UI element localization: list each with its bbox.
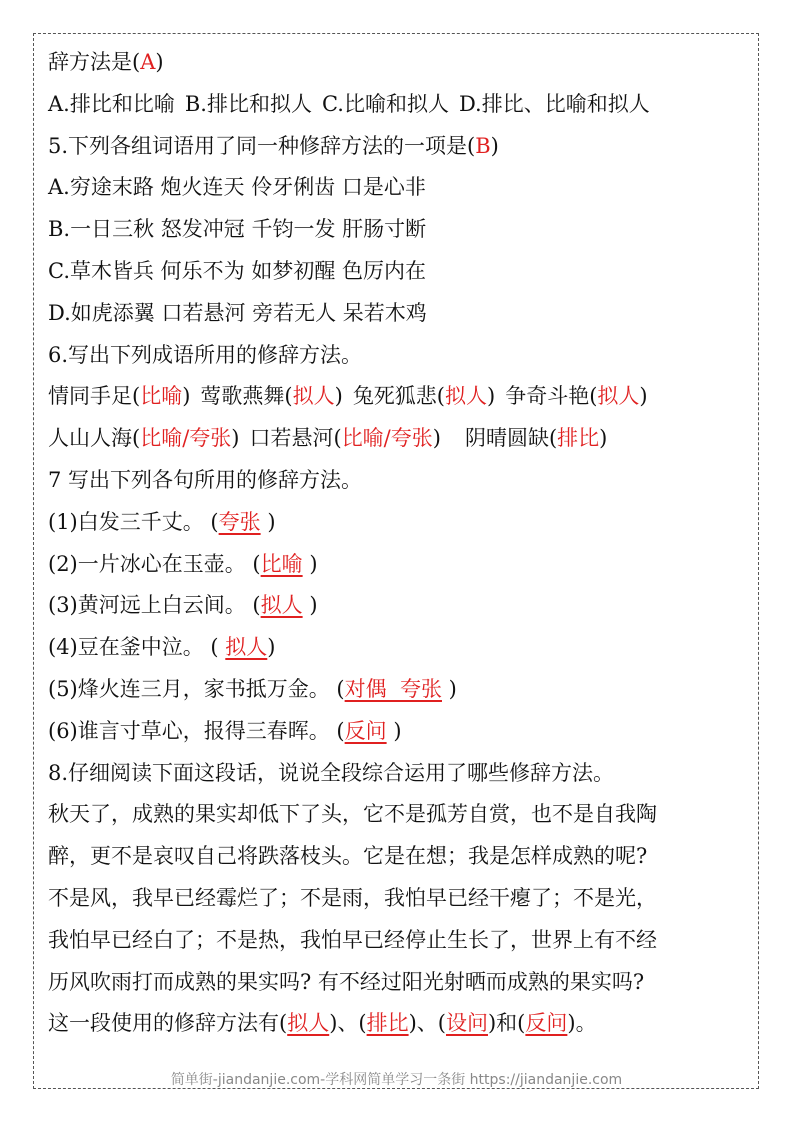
q7-item-6: [48, 711, 748, 753]
q4-tail: [48, 42, 748, 84]
paren-close: ): [309, 593, 318, 618]
idiom-answer: 拟人: [292, 384, 335, 409]
q5-option-d: D.如虎添翼 口若悬河 旁若无人 呆若木鸡: [48, 300, 427, 325]
paragraph-line: 秋天了，成熟的果实却低下了头，它不是孤芳自赏，也不是自我陶: [48, 802, 657, 827]
idiom-answer: 拟人: [445, 384, 488, 409]
paren-close: ): [267, 635, 276, 660]
idiom-answer: 排比: [557, 426, 600, 451]
paragraph-line: 我怕早已经白了；不是热，我怕早已经停止生长了，世界上有不经: [48, 927, 657, 952]
separator: )、(: [408, 1011, 446, 1036]
q8-answer-line: [48, 1003, 748, 1045]
q7-question: 7 写出下列各句所用的修辞方法。: [48, 467, 363, 492]
paragraph-line: 不是风，我早已经霉烂了；不是雨，我怕早已经干瘪了；不是光，: [48, 885, 657, 910]
sentence-answer: 拟人: [260, 593, 303, 618]
paren-close: ): [334, 384, 343, 409]
idiom-term: 兔死狐悲(: [352, 384, 446, 409]
idiom-answer: 比喻/夸张: [341, 426, 433, 451]
q5-close: ): [490, 133, 499, 158]
sentence-answer: 反问: [344, 718, 387, 743]
q5-option-a: A.穷途末路 炮火连天 伶牙俐齿 口是心非: [48, 175, 426, 200]
q7-item-3: [48, 585, 748, 627]
separator: )。: [567, 1011, 597, 1036]
sentence-answer: 对偶 夸张: [344, 676, 442, 701]
q6-row-1: [48, 376, 748, 418]
q7-item-5: [48, 669, 748, 711]
idiom-answer: 比喻/夸张: [140, 426, 232, 451]
q4-option-b: B.排比和拟人: [184, 91, 312, 116]
sentence-text: (1)白发三千丈。 (: [48, 509, 219, 534]
answer-rhetorical-question: 反问: [525, 1011, 568, 1036]
paren-close: ): [448, 676, 457, 701]
idiom-term: 莺歌燕舞(: [200, 384, 293, 409]
paren-close: ): [393, 718, 402, 743]
worksheet-content: [48, 42, 748, 1045]
paren-close: ): [267, 509, 276, 534]
paren-close: ): [182, 384, 191, 409]
q6-row-2: [48, 418, 748, 460]
answer-parallelism: 排比: [366, 1011, 409, 1036]
sentence-answer: 夸张: [218, 509, 261, 534]
q4-option-c: C.比喻和拟人: [321, 91, 449, 116]
q4-option-d: D.排比、比喻和拟人: [458, 91, 650, 116]
paren-close: ): [231, 426, 240, 451]
q5-text: 5.下列各组词语用了同一种修辞方法的一项是(: [48, 133, 476, 158]
paragraph-line: 醉，更不是哀叹自己将跌落枝头。它是在想；我是怎样成熟的呢?: [48, 844, 648, 869]
paren-close: ): [432, 426, 441, 451]
q7-item-4: [48, 627, 748, 669]
paren-close: ): [487, 384, 496, 409]
q5-option-b: B.一日三秋 怒发冲冠 千钧一发 肝肠寸断: [48, 217, 427, 242]
paren-close: ): [639, 384, 648, 409]
idiom-term: 争奇斗艳(: [505, 384, 598, 409]
idiom-term: 口若悬河(: [249, 426, 342, 451]
sentence-text: (3)黄河远上白云间。 (: [48, 593, 261, 618]
paragraph-line: 历风吹雨打而成熟的果实吗? 有不经过阳光射晒而成熟的果实吗?: [48, 969, 645, 994]
answer-prefix: 这一段使用的修辞方法有(: [48, 1011, 288, 1036]
q6-question: 6.写出下列成语所用的修辞方法。: [48, 342, 363, 367]
idiom-term: 人山人海(: [48, 426, 141, 451]
q7-item-2: [48, 544, 748, 586]
q4-close: ): [155, 50, 164, 74]
paren-close: ): [599, 426, 608, 451]
sentence-answer: 比喻: [260, 551, 303, 576]
sentence-text: (2)一片冰心在玉壶。 (: [48, 551, 261, 576]
q5-answer: B: [475, 133, 491, 158]
q5-option-c: C.草木皆兵 何乐不为 如梦初醒 色厉内在: [48, 258, 427, 283]
footer-watermark: 简单街-jiandanjie.com-学科网简单学习一条街 https://jiandanjie.com: [170, 1072, 623, 1088]
sentence-text: (6)谁言寸草心，报得三春晖。 (: [48, 718, 345, 743]
sentence-text: (4)豆在釜中泣。 (: [48, 635, 226, 660]
q8-question: 8.仔细阅读下面这段话，说说全段综合运用了哪些修辞方法。: [48, 760, 615, 785]
idiom-answer: 比喻: [140, 384, 183, 409]
separator: )和(: [487, 1011, 526, 1036]
answer-personification: 拟人: [287, 1011, 330, 1036]
q7-item-1: [48, 502, 748, 544]
q5-question: [48, 126, 748, 168]
sentence-answer: 拟人: [225, 635, 268, 660]
q4-option-a: A.排比和比喻: [48, 91, 175, 116]
idiom-term: 情同手足(: [48, 384, 141, 409]
q4-options: [48, 84, 748, 126]
q4-tail-text: 辞方法是(: [48, 50, 141, 74]
sentence-text: (5)烽火连三月，家书抵万金。 (: [48, 676, 345, 701]
idiom-term: 阴晴圆缺(: [464, 426, 558, 451]
paren-close: ): [309, 551, 318, 576]
q4-answer: A: [140, 50, 156, 74]
idiom-answer: 拟人: [597, 384, 640, 409]
answer-hypophora: 设问: [445, 1011, 488, 1036]
separator: )、(: [329, 1011, 367, 1036]
